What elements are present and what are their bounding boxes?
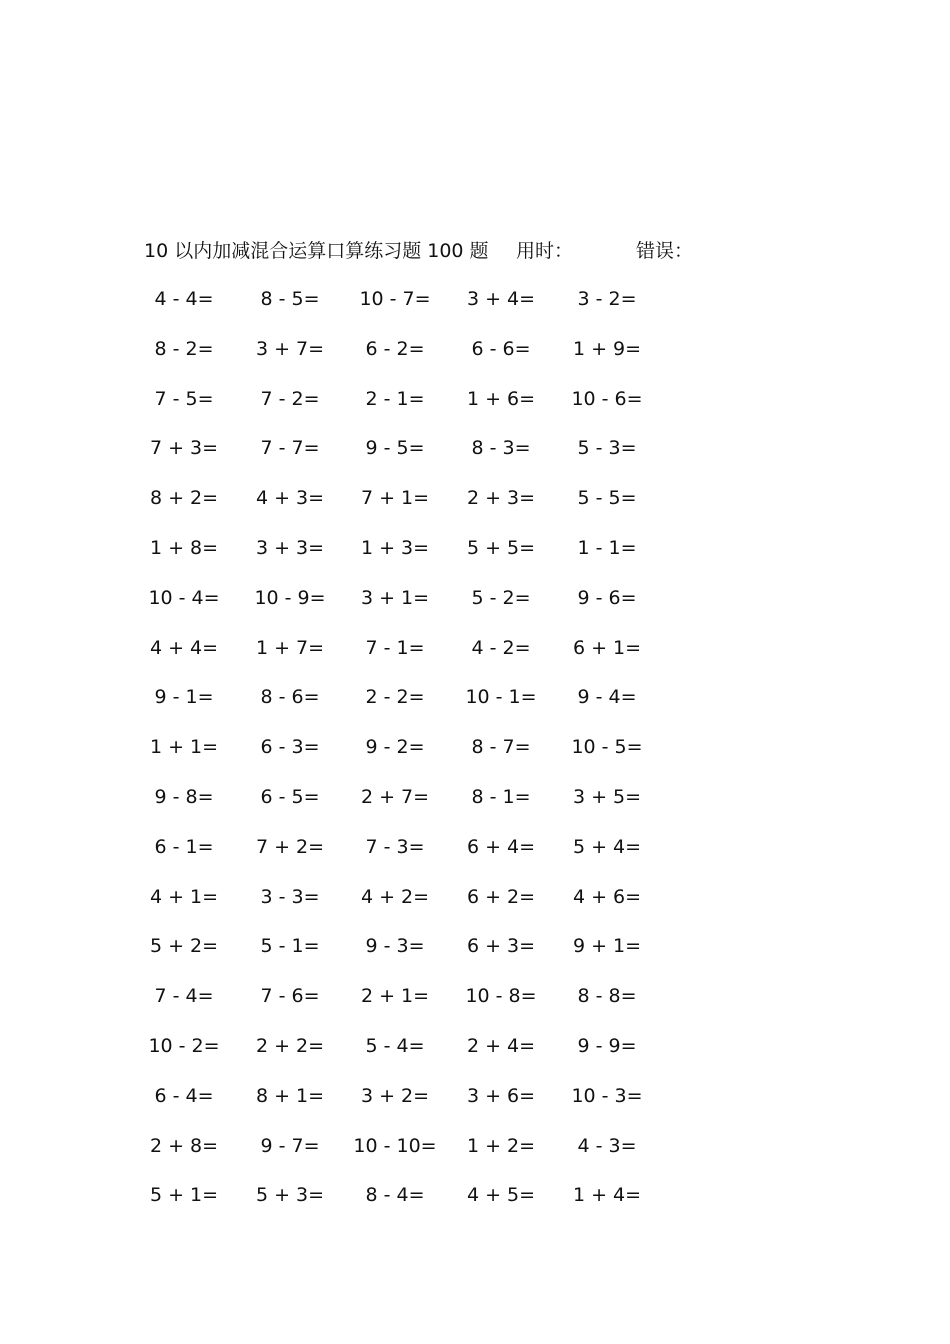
arithmetic-problem: 3 + 6= (466, 1084, 536, 1107)
arithmetic-problem: 10 - 6= (571, 387, 643, 410)
arithmetic-problem: 8 - 3= (471, 437, 531, 460)
arithmetic-problem: 3 + 7= (255, 337, 325, 360)
arithmetic-problem: 1 + 4= (572, 1184, 642, 1207)
arithmetic-problem: 5 + 1= (149, 1184, 219, 1207)
arithmetic-problem: 1 + 3= (360, 536, 430, 559)
arithmetic-problem: 8 - 7= (471, 736, 531, 759)
arithmetic-problem: 9 + 1= (572, 935, 642, 958)
arithmetic-problem: 10 - 1= (465, 686, 537, 709)
arithmetic-problem: 3 + 1= (360, 586, 430, 609)
worksheet-header (0, 236, 950, 264)
arithmetic-problem: 8 - 8= (577, 985, 637, 1008)
arithmetic-problem: 2 - 2= (365, 686, 425, 709)
arithmetic-problem: 7 - 4= (154, 985, 214, 1008)
arithmetic-problem: 3 + 3= (255, 536, 325, 559)
arithmetic-problem: 7 + 3= (149, 437, 219, 460)
problem-row (0, 933, 950, 983)
problem-row (0, 684, 950, 734)
arithmetic-problem: 7 + 1= (360, 487, 430, 510)
arithmetic-problem: 8 + 2= (149, 487, 219, 510)
arithmetic-problem: 4 + 3= (255, 487, 325, 510)
arithmetic-problem: 3 + 2= (360, 1084, 430, 1107)
arithmetic-problem: 2 + 3= (466, 487, 536, 510)
problem-row (0, 336, 950, 386)
problem-row (0, 834, 950, 884)
arithmetic-problem: 7 + 2= (255, 835, 325, 858)
arithmetic-problem: 6 + 1= (572, 636, 642, 659)
arithmetic-problem: 5 + 5= (466, 536, 536, 559)
arithmetic-problem: 4 + 6= (572, 885, 642, 908)
arithmetic-problem: 6 - 5= (260, 785, 320, 808)
arithmetic-problem: 10 - 8= (465, 985, 537, 1008)
arithmetic-problem: 7 - 6= (260, 985, 320, 1008)
arithmetic-problem: 6 - 1= (154, 835, 214, 858)
arithmetic-problem: 10 - 2= (148, 1034, 220, 1057)
arithmetic-problem: 8 - 4= (365, 1184, 425, 1207)
arithmetic-problem: 10 - 7= (359, 288, 431, 310)
arithmetic-problem: 9 - 6= (577, 586, 637, 609)
arithmetic-problem: 1 + 8= (149, 536, 219, 559)
arithmetic-problem: 2 + 4= (466, 1034, 536, 1057)
arithmetic-problem: 1 + 2= (466, 1134, 536, 1157)
arithmetic-problem: 9 - 2= (365, 736, 425, 759)
problem-row (0, 1182, 950, 1232)
arithmetic-problem: 9 - 4= (577, 686, 637, 709)
arithmetic-problem: 3 - 2= (577, 288, 637, 310)
problem-row (0, 585, 950, 635)
arithmetic-problem: 9 - 7= (260, 1134, 320, 1157)
problem-row (0, 1133, 950, 1183)
arithmetic-problem: 1 - 1= (577, 536, 637, 559)
arithmetic-problem: 5 - 2= (471, 586, 531, 609)
arithmetic-problem: 4 + 1= (149, 885, 219, 908)
arithmetic-problem: 6 + 2= (466, 885, 536, 908)
arithmetic-problem: 9 - 3= (365, 935, 425, 958)
arithmetic-problem: 2 + 8= (149, 1134, 219, 1157)
problem-grid (0, 286, 950, 1232)
arithmetic-problem: 10 - 3= (571, 1084, 643, 1107)
arithmetic-problem: 10 - 5= (571, 736, 643, 759)
arithmetic-problem: 7 - 1= (365, 636, 425, 659)
arithmetic-problem: 7 - 2= (260, 387, 320, 410)
arithmetic-problem: 6 + 4= (466, 835, 536, 858)
arithmetic-problem: 8 - 6= (260, 686, 320, 709)
arithmetic-problem: 4 + 5= (466, 1184, 536, 1207)
arithmetic-problem: 5 - 3= (577, 437, 637, 460)
arithmetic-problem: 3 + 4= (466, 288, 536, 310)
arithmetic-problem: 5 + 2= (149, 935, 219, 958)
arithmetic-problem: 1 + 1= (149, 736, 219, 759)
problem-row (0, 485, 950, 535)
problem-row (0, 784, 950, 834)
problem-row (0, 983, 950, 1033)
arithmetic-problem: 8 - 1= (471, 785, 531, 808)
arithmetic-problem: 4 + 2= (360, 885, 430, 908)
arithmetic-problem: 9 - 9= (577, 1034, 637, 1057)
arithmetic-problem: 1 + 9= (572, 337, 642, 360)
problem-row (0, 734, 950, 784)
arithmetic-problem: 10 - 9= (254, 586, 326, 609)
errors-label: 错误： (636, 240, 694, 262)
arithmetic-problem: 6 - 4= (154, 1084, 214, 1107)
arithmetic-problem: 10 - 10= (353, 1134, 437, 1157)
arithmetic-problem: 6 - 3= (260, 736, 320, 759)
arithmetic-problem: 10 - 4= (148, 586, 220, 609)
arithmetic-problem: 1 + 7= (255, 636, 325, 659)
arithmetic-problem: 5 - 4= (365, 1034, 425, 1057)
arithmetic-problem: 5 - 1= (260, 935, 320, 958)
arithmetic-problem: 9 - 1= (154, 686, 214, 709)
arithmetic-problem: 8 - 5= (260, 288, 320, 310)
problem-row (0, 635, 950, 685)
problem-row (0, 435, 950, 485)
problem-row (0, 286, 950, 336)
time-used-label: 用时： (516, 240, 574, 262)
arithmetic-problem: 7 - 3= (365, 835, 425, 858)
arithmetic-problem: 5 + 3= (255, 1184, 325, 1207)
arithmetic-problem: 6 - 2= (365, 337, 425, 360)
arithmetic-problem: 2 - 1= (365, 387, 425, 410)
arithmetic-problem: 7 - 5= (154, 387, 214, 410)
arithmetic-problem: 3 + 5= (572, 785, 642, 808)
arithmetic-problem: 4 - 2= (471, 636, 531, 659)
worksheet-title: 10 以内加减混合运算口算练习题 100 题 (144, 240, 489, 262)
arithmetic-problem: 8 - 2= (154, 337, 214, 360)
problem-row (0, 884, 950, 934)
problem-row (0, 535, 950, 585)
arithmetic-problem: 4 + 4= (149, 636, 219, 659)
arithmetic-problem: 2 + 7= (360, 785, 430, 808)
arithmetic-problem: 7 - 7= (260, 437, 320, 460)
arithmetic-problem: 9 - 8= (154, 785, 214, 808)
problem-row (0, 386, 950, 436)
arithmetic-problem: 4 - 3= (577, 1134, 637, 1157)
arithmetic-problem: 6 - 6= (471, 337, 531, 360)
arithmetic-problem: 1 + 6= (466, 387, 536, 410)
arithmetic-problem: 6 + 3= (466, 935, 536, 958)
arithmetic-problem: 2 + 1= (360, 985, 430, 1008)
arithmetic-problem: 5 - 5= (577, 487, 637, 510)
arithmetic-problem: 5 + 4= (572, 835, 642, 858)
arithmetic-problem: 3 - 3= (260, 885, 320, 908)
arithmetic-problem: 4 - 4= (154, 288, 214, 310)
problem-row (0, 1083, 950, 1133)
arithmetic-problem: 8 + 1= (255, 1084, 325, 1107)
arithmetic-problem: 9 - 5= (365, 437, 425, 460)
problem-row (0, 1033, 950, 1083)
arithmetic-problem: 2 + 2= (255, 1034, 325, 1057)
